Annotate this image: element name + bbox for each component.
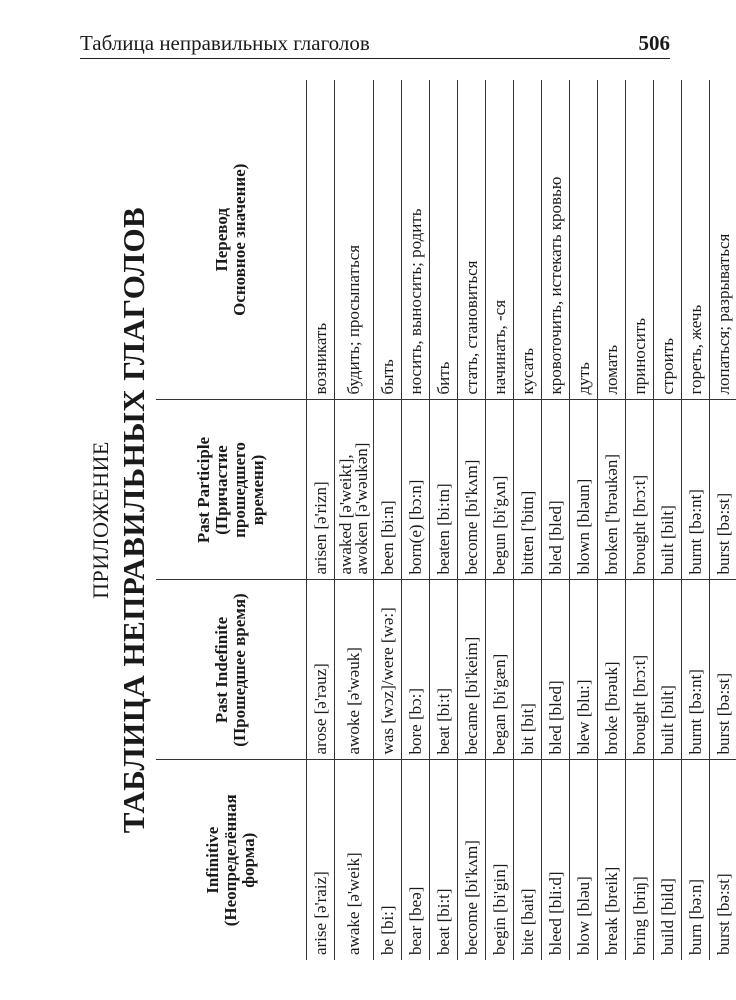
cell-past-participle: been [bi:n] bbox=[374, 400, 402, 580]
header-past-indefinite bbox=[156, 580, 307, 760]
table-row bbox=[542, 80, 570, 960]
header-past-participle bbox=[156, 400, 307, 580]
cell-past-indefinite: became [bi'keim] bbox=[458, 580, 486, 760]
table-row bbox=[626, 80, 654, 960]
cell-infinitive: burst [bə:st] bbox=[710, 760, 736, 960]
cell-translation: быть bbox=[374, 80, 402, 400]
table-row bbox=[402, 80, 430, 960]
header-line: (Прошедшее время) bbox=[230, 593, 249, 747]
cell-past-indefinite: bore [bɔ:] bbox=[402, 580, 430, 760]
cell-translation: носить, выносить; родить bbox=[402, 80, 430, 400]
cell-past-participle: burnt [bə:nt] bbox=[682, 400, 710, 580]
page-number: 506 bbox=[638, 31, 670, 55]
cell-translation: строить bbox=[654, 80, 682, 400]
cell-past-indefinite: burnt [bə:nt] bbox=[682, 580, 710, 760]
cell-past-participle: brought [brɔ:t] bbox=[626, 400, 654, 580]
table-row bbox=[514, 80, 542, 960]
cell-past-participle: beaten [bi:tn] bbox=[430, 400, 458, 580]
running-title: Таблица неправильных глаголов bbox=[80, 31, 370, 55]
table-row bbox=[710, 80, 736, 960]
cell-infinitive: beat [bi:t] bbox=[430, 760, 458, 960]
cell-infinitive: bite [bait] bbox=[514, 760, 542, 960]
cell-translation: возникать bbox=[307, 80, 335, 400]
cell-infinitive: bring [briŋ] bbox=[626, 760, 654, 960]
table-row bbox=[458, 80, 486, 960]
cell-past-participle: become [bi'kʌm] bbox=[458, 400, 486, 580]
header-line: Past Indefinite bbox=[212, 616, 231, 724]
table-row bbox=[335, 80, 374, 960]
header-line: (Неопределённая bbox=[221, 794, 240, 927]
header-line: (Причастие bbox=[212, 445, 231, 535]
cell-infinitive: build [bild] bbox=[654, 760, 682, 960]
irregular-verbs-table bbox=[156, 80, 736, 960]
cell-infinitive: break [breik] bbox=[598, 760, 626, 960]
table-row bbox=[430, 80, 458, 960]
cell-past-indefinite: was [wɔz]/were [wə:] bbox=[374, 580, 402, 760]
header-line: Past Participle bbox=[194, 436, 213, 544]
cell-past-participle: blown [bləun] bbox=[570, 400, 598, 580]
header-line: Перевод bbox=[212, 208, 231, 272]
table-header-row bbox=[156, 80, 307, 960]
table-row bbox=[654, 80, 682, 960]
cell-past-indefinite: awoke [ə'wəuk] bbox=[335, 580, 374, 760]
cell-past-indefinite: broke [brəuk] bbox=[598, 580, 626, 760]
table-row bbox=[682, 80, 710, 960]
table-row bbox=[486, 80, 514, 960]
cell-infinitive: arise [ə'raiz] bbox=[307, 760, 335, 960]
header-line: Infinitive bbox=[203, 826, 222, 894]
header-line: форма) bbox=[239, 832, 258, 888]
header-infinitive bbox=[156, 760, 307, 960]
cell-past-indefinite: beat [bi:t] bbox=[430, 580, 458, 760]
cell-past-indefinite: arose [ə'rəuz] bbox=[307, 580, 335, 760]
cell-translation: начинать, -ся bbox=[486, 80, 514, 400]
cell-translation: будить; просыпаться bbox=[335, 80, 374, 400]
cell-past-indefinite: burst [bə:st] bbox=[710, 580, 736, 760]
cell-infinitive: be [bi:] bbox=[374, 760, 402, 960]
cell-infinitive: become [bi'kʌm] bbox=[458, 760, 486, 960]
table-row bbox=[374, 80, 402, 960]
header-line: времени) bbox=[248, 454, 267, 526]
cell-past-indefinite: began [bi'gæn] bbox=[486, 580, 514, 760]
cell-past-participle: bled [bled] bbox=[542, 400, 570, 580]
cell-translation: стать, становиться bbox=[458, 80, 486, 400]
header-line: прошедшего bbox=[230, 442, 249, 538]
cell-past-participle: broken ['brəukən] bbox=[598, 400, 626, 580]
cell-translation: кровоточить, истекать кровью bbox=[542, 80, 570, 400]
cell-past-indefinite: bled [bled] bbox=[542, 580, 570, 760]
cell-translation: кусать bbox=[514, 80, 542, 400]
header-translation bbox=[156, 80, 307, 400]
cell-past-indefinite: bit [bit] bbox=[514, 580, 542, 760]
cell-infinitive: begin [bi'gin] bbox=[486, 760, 514, 960]
cell-past-participle: burst [bə:st] bbox=[710, 400, 736, 580]
cell-translation: гореть, жечь bbox=[682, 80, 710, 400]
cell-past-participle: bitten ['bitn] bbox=[514, 400, 542, 580]
cell-past-participle: begun [bi'gʌn] bbox=[486, 400, 514, 580]
cell-infinitive: bleed [bli:d] bbox=[542, 760, 570, 960]
cell-past-indefinite: brought [brɔ:t] bbox=[626, 580, 654, 760]
cell-past-participle: awaked [ə'weikt], awoken [ə'wəukən] bbox=[335, 400, 374, 580]
cell-infinitive: blow [bləu] bbox=[570, 760, 598, 960]
cell-infinitive: burn [bə:n] bbox=[682, 760, 710, 960]
cell-past-participle: built [bilt] bbox=[654, 400, 682, 580]
cell-past-indefinite: built [bilt] bbox=[654, 580, 682, 760]
table-title: ТАБЛИЦА НЕПРАВИЛЬНЫХ ГЛАГОЛОВ bbox=[116, 206, 151, 834]
table-row bbox=[307, 80, 335, 960]
cell-infinitive: bear [beə] bbox=[402, 760, 430, 960]
cell-translation: ломать bbox=[598, 80, 626, 400]
cell-past-indefinite: blew [blu:] bbox=[570, 580, 598, 760]
cell-infinitive: awake [ə'weik] bbox=[335, 760, 374, 960]
cell-translation: бить bbox=[430, 80, 458, 400]
header-line: Основное значение) bbox=[230, 163, 249, 316]
cell-translation: лопаться; разрываться bbox=[710, 80, 736, 400]
running-header bbox=[80, 30, 670, 59]
table-row bbox=[570, 80, 598, 960]
rotated-table-block bbox=[88, 80, 733, 960]
table-row bbox=[598, 80, 626, 960]
cell-translation: дуть bbox=[570, 80, 598, 400]
appendix-label: ПРИЛОЖЕНИЕ bbox=[88, 441, 113, 599]
cell-translation: приносить bbox=[626, 80, 654, 400]
cell-past-participle: arisen [ə'rizn] bbox=[307, 400, 335, 580]
cell-past-participle: born(e) [bɔ:n] bbox=[402, 400, 430, 580]
